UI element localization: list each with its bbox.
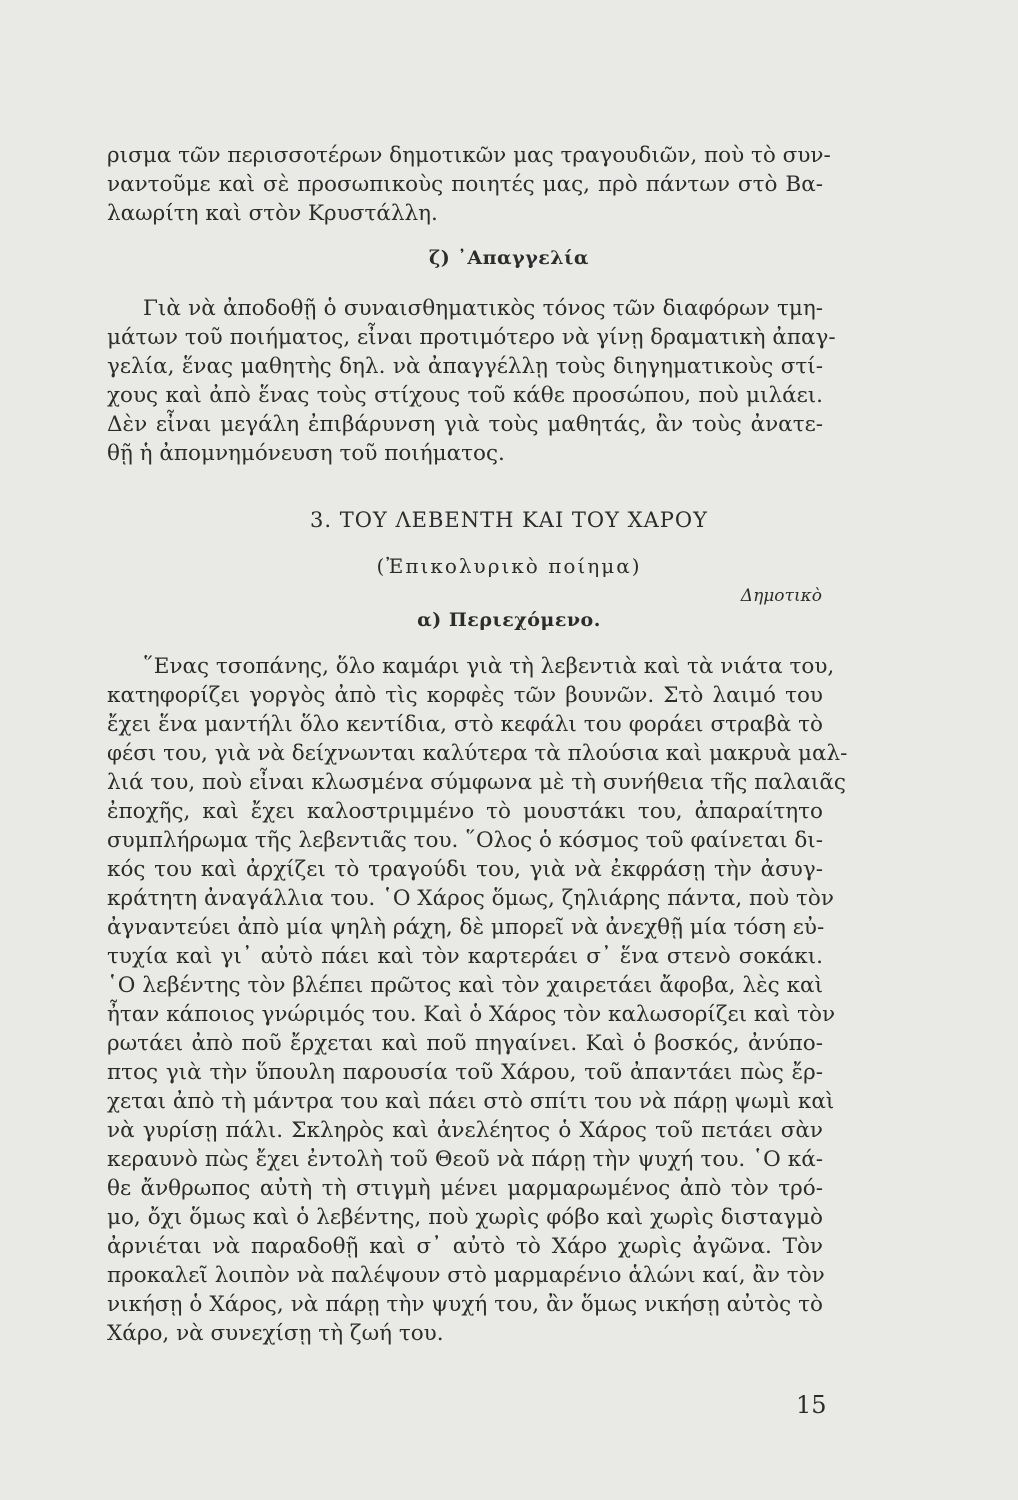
text-line: νὰ γυρίσῃ πάλι. Σκληρὸς καὶ ἀνελέητος ὁ Χάρος τοῦ πετάει σὰν <box>107 1118 823 1143</box>
text-line: μο, ὄχι ὅμως καὶ ὁ λεβέντης, ποὺ χωρὶς φόβο καὶ χωρὶς δισταγμὸ <box>107 1205 823 1230</box>
text-line: προκαλεῖ λοιπὸν νὰ παλέψουν στὸ μαρμαρένιο ἁλώνι καί, ἂν τὸν <box>107 1263 825 1288</box>
text-line: λιά του, ποὺ εἶναι κλωσμένα σύμφωνα μὲ τὴ συνήθεια τῆς παλαιᾶς <box>107 770 846 795</box>
text-line: θε ἄνθρωπος αὐτὴ τὴ στιγμὴ μένει μαρμαρωμένος ἀπὸ τὸν τρό- <box>107 1176 823 1201</box>
text-line: τυχία καὶ γι᾿ αὐτὸ πάει καὶ τὸν καρτεράει σ᾿ ἕνα στενὸ σοκάκι. <box>107 944 823 969</box>
text-line: ρωτάει ἀπὸ ποῦ ἔρχεται καὶ ποῦ πηγαίνει. Καὶ ὁ βοσκός, ἀνύπο- <box>107 1031 823 1056</box>
text-line: ῞Ενας τσοπάνης, ὅλο καμάρι γιὰ τὴ λεβεντιὰ καὶ τὰ νιάτα του, <box>143 654 835 679</box>
text-line: χους καὶ ἀπὸ ἕνας τοὺς στίχους τοῦ κάθε προσώπου, ποὺ μιλάει. <box>107 383 823 408</box>
text-line: κός του καὶ ἀρχίζει τὸ τραγούδι του, γιὰ νὰ ἐκφράσῃ τὴν ἀσυγ- <box>107 857 823 882</box>
text-line: κράτητη ἀναγάλλια του. ῾Ο Χάρος ὅμως, ζηλιάρης πάντα, ποὺ τὸν <box>107 886 834 911</box>
text-line: ῾Ο λεβέντης τὸν βλέπει πρῶτος καὶ τὸν χαιρετάει ἄφοβα, λὲς καὶ <box>107 973 823 998</box>
text-line: ἐποχῆς, καὶ ἔχει καλοστριμμένο τὸ μουστάκι του, ἀπαραίτητο <box>107 799 823 824</box>
text-line: ἦταν κάποιος γνώριμός του. Καὶ ὁ Χάρος τὸν καλωσορίζει καὶ τὸν <box>107 1002 836 1027</box>
text-line: ρισμα τῶν περισσοτέρων δημοτικῶν μας τραγουδιῶν, ποὺ τὸ συν- <box>107 143 831 168</box>
poem-genre: (Ἐπικολυρικὸ ποίημα) <box>376 554 642 578</box>
text-line: κατηφορίζει γοργὸς ἀπὸ τὶς κορφὲς τῶν βουνῶν. Στὸ λαιμό του <box>107 683 823 708</box>
text-line: μάτων τοῦ ποιήματος, εἶναι προτιμότερο νὰ γίνῃ δραματικὴ ἀπαγ- <box>107 325 836 350</box>
text-line: χεται ἀπὸ τὴ μάντρα του καὶ πάει στὸ σπίτι του νὰ πάρῃ ψωμὶ καὶ <box>107 1089 835 1114</box>
text-line: πτος γιὰ τὴν ὕπουλη παρουσία τοῦ Χάρου, τοῦ ἀπαντάει πὼς ἔρ- <box>107 1060 823 1085</box>
text-line: ἔχει ἕνα μαντήλι ὅλο κεντίδια, στὸ κεφάλι του φοράει στραβὰ τὸ <box>107 712 823 737</box>
poem-title: 3. ΤΟΥ ΛΕΒΕΝΤΗ ΚΑΙ ΤΟΥ ΧΑΡΟΥ <box>309 508 708 532</box>
text-line: Χάρο, νὰ συνεχίσῃ τὴ ζωή του. <box>107 1321 444 1346</box>
page-number: 15 <box>796 1391 827 1419</box>
text-line: Δὲν εἶναι μεγάλη ἐπιβάρυνση γιὰ τοὺς μαθητάς, ἂν τοὺς ἀνατε- <box>107 412 823 437</box>
text-line: γελία, ἕνας μαθητὴς δηλ. νὰ ἀπαγγέλλῃ τοὺς διηγηματικοὺς στί- <box>107 354 823 379</box>
section-heading-content: α) Περιεχόμενο. <box>417 609 601 631</box>
text-line: συμπλήρωμα τῆς λεβεντιᾶς του. ῞Ολος ὁ κόσμος τοῦ φαίνεται δι- <box>107 828 823 853</box>
text-line: θῇ ἡ ἀπομνημόνευση τοῦ ποιήματος. <box>107 441 505 466</box>
text-line: ἀρνιέται νὰ παραδοθῇ καὶ σ᾿ αὐτὸ τὸ Χάρο χωρὶς ἀγῶνα. Τὸν <box>107 1234 823 1259</box>
text-line: ἀγναντεύει ἀπὸ μία ψηλὴ ράχη, δὲ μπορεῖ νὰ ἀνεχθῇ μία τόση εὐ- <box>107 915 825 940</box>
text-line: νικήσῃ ὁ Χάρος, νὰ πάρῃ τὴν ψυχή του, ἂν ὅμως νικήσῃ αὐτὸς τὸ <box>107 1292 823 1317</box>
text-line: φέσι του, γιὰ νὰ δείχνωνται καλύτερα τὰ πλούσια καὶ μακρυὰ μαλ- <box>107 741 848 766</box>
text-line: Γιὰ νὰ ἀποδοθῇ ὁ συναισθηματικὸς τόνος τῶν διαφόρων τμη- <box>143 296 823 321</box>
section-heading-recitation: ζ) ᾿Απαγγελία <box>429 247 589 269</box>
poem-attribution: Δημοτικὸ <box>740 586 822 606</box>
text-line: κεραυνὸ πὼς ἔχει ἐντολὴ τοῦ Θεοῦ νὰ πάρῃ τὴν ψυχή του. ῾Ο κά- <box>107 1147 823 1172</box>
text-line: λαωρίτη καὶ στὸν Κρυστάλλη. <box>107 201 438 226</box>
text-line: ναντοῦμε καὶ σὲ προσωπικοὺς ποιητές μας, πρὸ πάντων στὸ Βα- <box>107 172 823 197</box>
